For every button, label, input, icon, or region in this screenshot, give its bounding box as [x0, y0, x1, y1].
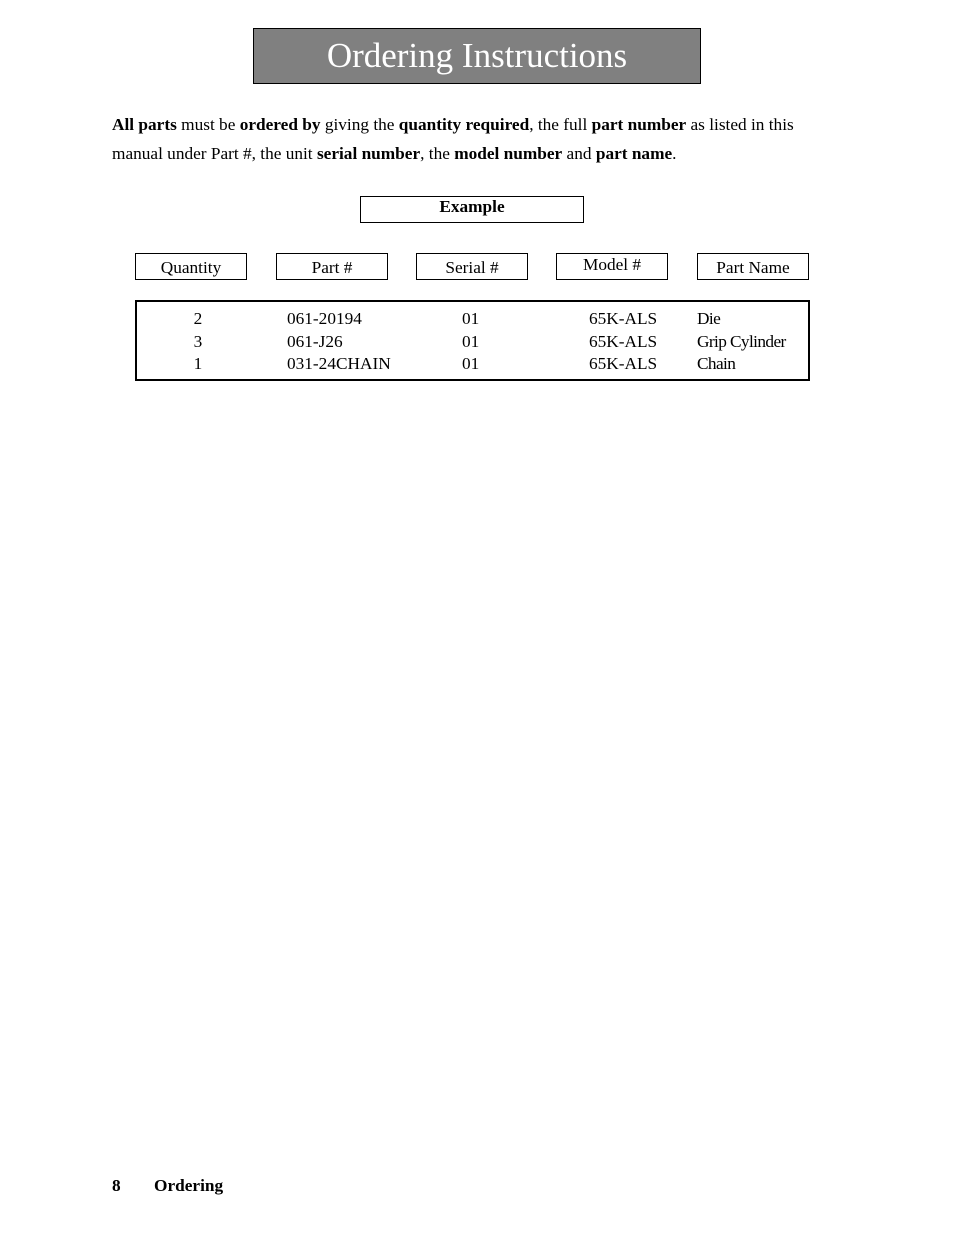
cell-quantity: 1: [193, 354, 203, 373]
cell-serial-number: 01: [462, 332, 480, 351]
cell-model-number: 65K-ALS: [589, 332, 658, 351]
cell-model-number: 65K-ALS: [589, 354, 658, 373]
intro-text: must be: [176, 115, 240, 134]
cell-model-number: 65K-ALS: [589, 309, 658, 328]
intro-text: , the: [420, 144, 455, 163]
page-footer: [112, 1176, 223, 1196]
intro-bold-quantity: quantity required: [398, 115, 530, 134]
cell-part-number: 061-J26: [287, 332, 343, 351]
intro-bold-part-name: part name: [595, 144, 673, 163]
example-data-table: [135, 300, 810, 381]
intro-bold-all-parts: All parts: [112, 115, 177, 134]
cell-part-name: Chain: [697, 354, 736, 373]
cell-part-name: Grip Cylinder: [697, 332, 786, 351]
intro-text: giving the: [320, 115, 399, 134]
page-title-text: Ordering Instructions: [326, 36, 628, 75]
cell-part-number: 061-20194: [287, 309, 362, 328]
intro-text: and: [562, 144, 596, 163]
intro-bold-ordered-by: ordered by: [239, 115, 321, 134]
table-row: [137, 352, 808, 375]
cell-part-name: Die: [697, 309, 721, 328]
cell-serial-number: 01: [462, 354, 480, 373]
intro-text: .: [672, 144, 677, 163]
intro-text: , the full: [529, 115, 592, 134]
cell-quantity: 2: [193, 309, 203, 328]
table-row: [137, 307, 808, 330]
header-part-name: Part Name: [697, 253, 809, 280]
example-label: Example: [360, 196, 584, 223]
header-part-number: Part #: [276, 253, 388, 280]
cell-part-number: 031-24CHAIN: [287, 354, 391, 373]
header-serial-number: Serial #: [416, 253, 528, 280]
header-quantity: Quantity: [135, 253, 247, 280]
intro-text: as listed in this manual under Part #, the unit: [112, 115, 794, 163]
cell-quantity: 3: [193, 332, 203, 351]
section-name: Ordering: [154, 1176, 224, 1195]
intro-paragraph: [112, 110, 842, 168]
intro-bold-model-number: model number: [454, 144, 563, 163]
intro-bold-serial-number: serial number: [316, 144, 421, 163]
table-row: [137, 330, 808, 353]
cell-serial-number: 01: [462, 309, 480, 328]
page-title: [253, 28, 701, 84]
page-number: 8: [112, 1176, 121, 1195]
header-model-number: Model #: [556, 253, 668, 280]
intro-bold-part-number: part number: [591, 115, 687, 134]
